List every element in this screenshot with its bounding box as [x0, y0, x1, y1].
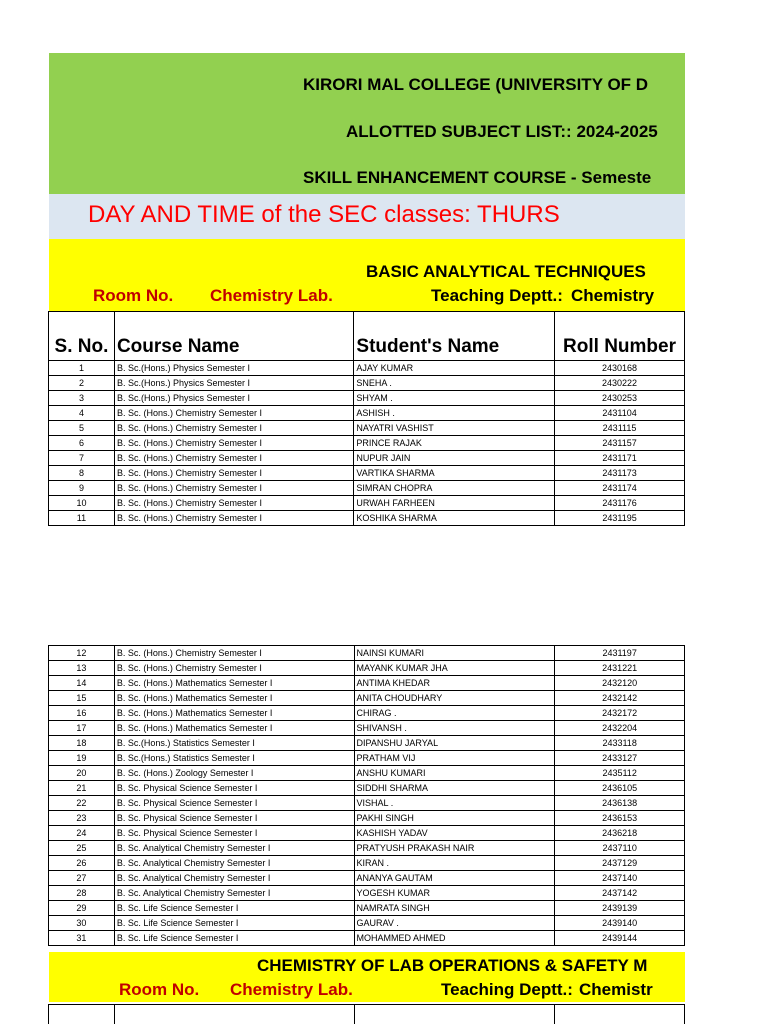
table-row [49, 766, 685, 781]
cell-course: B. Sc.(Hons.) Physics Semester I [114, 391, 353, 406]
cell-student: AJAY KUMAR [354, 361, 555, 376]
cell-course: B. Sc.(Hons.) Physics Semester I [114, 361, 353, 376]
cell-student: PAKHI SINGH [354, 811, 555, 826]
cell-roll: 2431174 [555, 481, 685, 496]
course-title: BASIC ANALYTICAL TECHNIQUES [366, 262, 646, 281]
table-row [49, 421, 685, 436]
table-row [49, 496, 685, 511]
table-row [49, 781, 685, 796]
cell-course: B. Sc. Life Science Semester I [114, 916, 354, 931]
table-row [49, 511, 685, 526]
cell-sno: 26 [49, 856, 115, 871]
roster-table-2 [48, 645, 685, 946]
cell-sno: 15 [49, 691, 115, 706]
table-row [49, 841, 685, 856]
col-header-student: Student's Name [354, 312, 555, 361]
cell-roll: 2436153 [555, 811, 685, 826]
cell-student: SHYAM . [354, 391, 555, 406]
cell-student: CHIRAG . [354, 706, 555, 721]
table-row [49, 931, 685, 946]
dept-label-2: Teaching Deptt.: [441, 980, 573, 999]
table-header-row [49, 312, 685, 361]
cell-student: NUPUR JAIN [354, 451, 555, 466]
col-header-roll: Roll Number [555, 312, 685, 361]
cell-roll: 2430253 [555, 391, 685, 406]
cell-course: B. Sc.(Hons.) Statistics Semester I [114, 736, 354, 751]
cell-roll: 2431115 [555, 421, 685, 436]
cell-roll: 2432142 [555, 691, 685, 706]
cell-sno: 11 [49, 511, 115, 526]
room-label-2: Room No. [119, 980, 200, 999]
cell-course: B. Sc. (Hons.) Mathematics Semester I [114, 676, 354, 691]
dept-label: Teaching Deptt.: [431, 286, 563, 305]
cell-roll: 2431171 [555, 451, 685, 466]
cell-course: B. Sc. Analytical Chemistry Semester I [114, 886, 354, 901]
table-row [49, 376, 685, 391]
cell-roll: 2431157 [555, 436, 685, 451]
table-row [49, 706, 685, 721]
cell-course: B. Sc. (Hons.) Chemistry Semester I [114, 406, 353, 421]
cell-sno: 6 [49, 436, 115, 451]
table-row [49, 481, 685, 496]
day-time-text: DAY AND TIME of the SEC classes: THURS [88, 201, 560, 228]
cell-roll: 2431221 [555, 661, 685, 676]
course-type: SKILL ENHANCEMENT COURSE - Semeste [303, 168, 652, 187]
cell-roll: 2437129 [555, 856, 685, 871]
cell-student: SHIVANSH . [354, 721, 555, 736]
cell-sno: 18 [49, 736, 115, 751]
cell-roll: 2432120 [555, 676, 685, 691]
cell-roll: 2430222 [555, 376, 685, 391]
col-header-sno: S. No. [49, 312, 115, 361]
dept-value-2: Chemistr [579, 980, 653, 999]
cell-student: MAYANK KUMAR JHA [354, 661, 555, 676]
cell-roll: 2439144 [555, 931, 685, 946]
cell-student: ASHISH . [354, 406, 555, 421]
table-cell [354, 1005, 555, 1024]
cell-student: NAINSI KUMARI [354, 646, 555, 661]
roster-table-1 [48, 311, 685, 526]
cell-student: ANANYA GAUTAM [354, 871, 555, 886]
dept-value: Chemistry [571, 286, 655, 305]
cell-roll: 2439140 [555, 916, 685, 931]
cell-roll: 2431197 [555, 646, 685, 661]
cell-course: B. Sc. (Hons.) Chemistry Semester I [114, 646, 354, 661]
cell-sno: 12 [49, 646, 115, 661]
cell-roll: 2431195 [555, 511, 685, 526]
cell-roll: 2436218 [555, 826, 685, 841]
cell-sno: 31 [49, 931, 115, 946]
cell-student: NAMRATA SINGH [354, 901, 555, 916]
cell-roll: 2431176 [555, 496, 685, 511]
cell-sno: 23 [49, 811, 115, 826]
table-row [49, 691, 685, 706]
cell-roll: 2436138 [555, 796, 685, 811]
course-title-2: CHEMISTRY OF LAB OPERATIONS & SAFETY M [257, 956, 648, 975]
cell-roll: 2431104 [555, 406, 685, 421]
table-row [49, 1005, 685, 1024]
cell-roll: 2437140 [555, 871, 685, 886]
table-row [49, 661, 685, 676]
table-row [49, 886, 685, 901]
room-value: Chemistry Lab. [210, 286, 333, 305]
cell-course: B. Sc. (Hons.) Chemistry Semester I [114, 481, 353, 496]
cell-sno: 3 [49, 391, 115, 406]
cell-course: B. Sc. (Hons.) Chemistry Semester I [114, 661, 354, 676]
cell-course: B. Sc. Life Science Semester I [114, 931, 354, 946]
cell-student: PRATHAM VIJ [354, 751, 555, 766]
roster-table-3 [48, 1004, 685, 1024]
table-row [49, 826, 685, 841]
cell-student: SNEHA . [354, 376, 555, 391]
cell-sno: 14 [49, 676, 115, 691]
cell-roll: 2432172 [555, 706, 685, 721]
cell-student: MOHAMMED AHMED [354, 931, 555, 946]
table-row [49, 676, 685, 691]
table-row [49, 451, 685, 466]
cell-course: B. Sc. Physical Science Semester I [114, 811, 354, 826]
cell-student: SIDDHI SHARMA [354, 781, 555, 796]
table-row [49, 436, 685, 451]
cell-sno: 28 [49, 886, 115, 901]
cell-roll: 2435112 [555, 766, 685, 781]
cell-course: B. Sc. (Hons.) Chemistry Semester I [114, 421, 353, 436]
cell-course: B. Sc. Physical Science Semester I [114, 796, 354, 811]
cell-student: GAURAV . [354, 916, 555, 931]
cell-student: KOSHIKA SHARMA [354, 511, 555, 526]
cell-sno: 21 [49, 781, 115, 796]
cell-student: SIMRAN CHOPRA [354, 481, 555, 496]
cell-student: PRINCE RAJAK [354, 436, 555, 451]
cell-sno: 13 [49, 661, 115, 676]
cell-course: B. Sc. (Hons.) Chemistry Semester I [114, 436, 353, 451]
cell-course: B. Sc. Analytical Chemistry Semester I [114, 871, 354, 886]
table-row [49, 901, 685, 916]
table-row [49, 736, 685, 751]
cell-sno: 5 [49, 421, 115, 436]
table-row [49, 871, 685, 886]
table-row [49, 646, 685, 661]
table-row [49, 856, 685, 871]
cell-course: B. Sc.(Hons.) Physics Semester I [114, 376, 353, 391]
table-row [49, 391, 685, 406]
cell-student: KASHISH YADAV [354, 826, 555, 841]
cell-student: ANTIMA KHEDAR [354, 676, 555, 691]
cell-course: B. Sc. Analytical Chemistry Semester I [114, 841, 354, 856]
cell-sno: 17 [49, 721, 115, 736]
cell-student: VISHAL . [354, 796, 555, 811]
table-row [49, 361, 685, 376]
cell-sno: 7 [49, 451, 115, 466]
col-header-course: Course Name [114, 312, 353, 361]
cell-course: B. Sc. (Hons.) Zoology Semester I [114, 766, 354, 781]
cell-course: B. Sc. (Hons.) Chemistry Semester I [114, 451, 353, 466]
cell-sno: 8 [49, 466, 115, 481]
table-row [49, 796, 685, 811]
cell-sno: 16 [49, 706, 115, 721]
table-row [49, 751, 685, 766]
table-row [49, 916, 685, 931]
table-row [49, 811, 685, 826]
room-value-2: Chemistry Lab. [230, 980, 353, 999]
cell-student: YOGESH KUMAR [354, 886, 555, 901]
cell-sno: 24 [49, 826, 115, 841]
cell-roll: 2432204 [555, 721, 685, 736]
cell-student: VARTIKA SHARMA [354, 466, 555, 481]
cell-roll: 2433118 [555, 736, 685, 751]
cell-student: URWAH FARHEEN [354, 496, 555, 511]
cell-course: B. Sc. Physical Science Semester I [114, 826, 354, 841]
cell-student: ANITA CHOUDHARY [354, 691, 555, 706]
cell-roll: 2433127 [555, 751, 685, 766]
cell-course: B. Sc. (Hons.) Chemistry Semester I [114, 511, 353, 526]
cell-sno: 4 [49, 406, 115, 421]
cell-student: ANSHU KUMARI [354, 766, 555, 781]
cell-sno: 20 [49, 766, 115, 781]
table-cell [49, 1005, 115, 1024]
list-title: ALLOTTED SUBJECT LIST:: 2024-2025 [346, 122, 658, 141]
table-row [49, 406, 685, 421]
visible-area [48, 52, 685, 1024]
cell-sno: 25 [49, 841, 115, 856]
cell-course: B. Sc. Physical Science Semester I [114, 781, 354, 796]
cell-course: B. Sc. (Hons.) Chemistry Semester I [114, 496, 353, 511]
cell-student: NAYATRI VASHIST [354, 421, 555, 436]
table-row [49, 466, 685, 481]
cell-course: B. Sc. Life Science Semester I [114, 901, 354, 916]
spreadsheet-page [48, 52, 768, 1024]
table-cell [114, 1005, 354, 1024]
table-row [49, 721, 685, 736]
cell-sno: 29 [49, 901, 115, 916]
cell-course: B. Sc. (Hons.) Chemistry Semester I [114, 466, 353, 481]
cell-sno: 1 [49, 361, 115, 376]
cell-sno: 10 [49, 496, 115, 511]
cell-course: B. Sc. (Hons.) Mathematics Semester I [114, 721, 354, 736]
cell-roll: 2437142 [555, 886, 685, 901]
cell-course: B. Sc.(Hons.) Statistics Semester I [114, 751, 354, 766]
cell-sno: 22 [49, 796, 115, 811]
cell-course: B. Sc. (Hons.) Mathematics Semester I [114, 691, 354, 706]
cell-sno: 30 [49, 916, 115, 931]
cell-roll: 2431173 [555, 466, 685, 481]
cell-sno: 19 [49, 751, 115, 766]
college-name: KIRORI MAL COLLEGE (UNIVERSITY OF D [303, 75, 649, 94]
cell-sno: 2 [49, 376, 115, 391]
cell-roll: 2439139 [555, 901, 685, 916]
table-cell [555, 1005, 685, 1024]
cell-sno: 27 [49, 871, 115, 886]
cell-course: B. Sc. (Hons.) Mathematics Semester I [114, 706, 354, 721]
cell-roll: 2436105 [555, 781, 685, 796]
cell-student: PRATYUSH PRAKASH NAIR [354, 841, 555, 856]
cell-student: KIRAN . [354, 856, 555, 871]
cell-sno: 9 [49, 481, 115, 496]
cell-student: DIPANSHU JARYAL [354, 736, 555, 751]
cell-course: B. Sc. Analytical Chemistry Semester I [114, 856, 354, 871]
cell-roll: 2437110 [555, 841, 685, 856]
cell-roll: 2430168 [555, 361, 685, 376]
room-label: Room No. [93, 286, 174, 305]
